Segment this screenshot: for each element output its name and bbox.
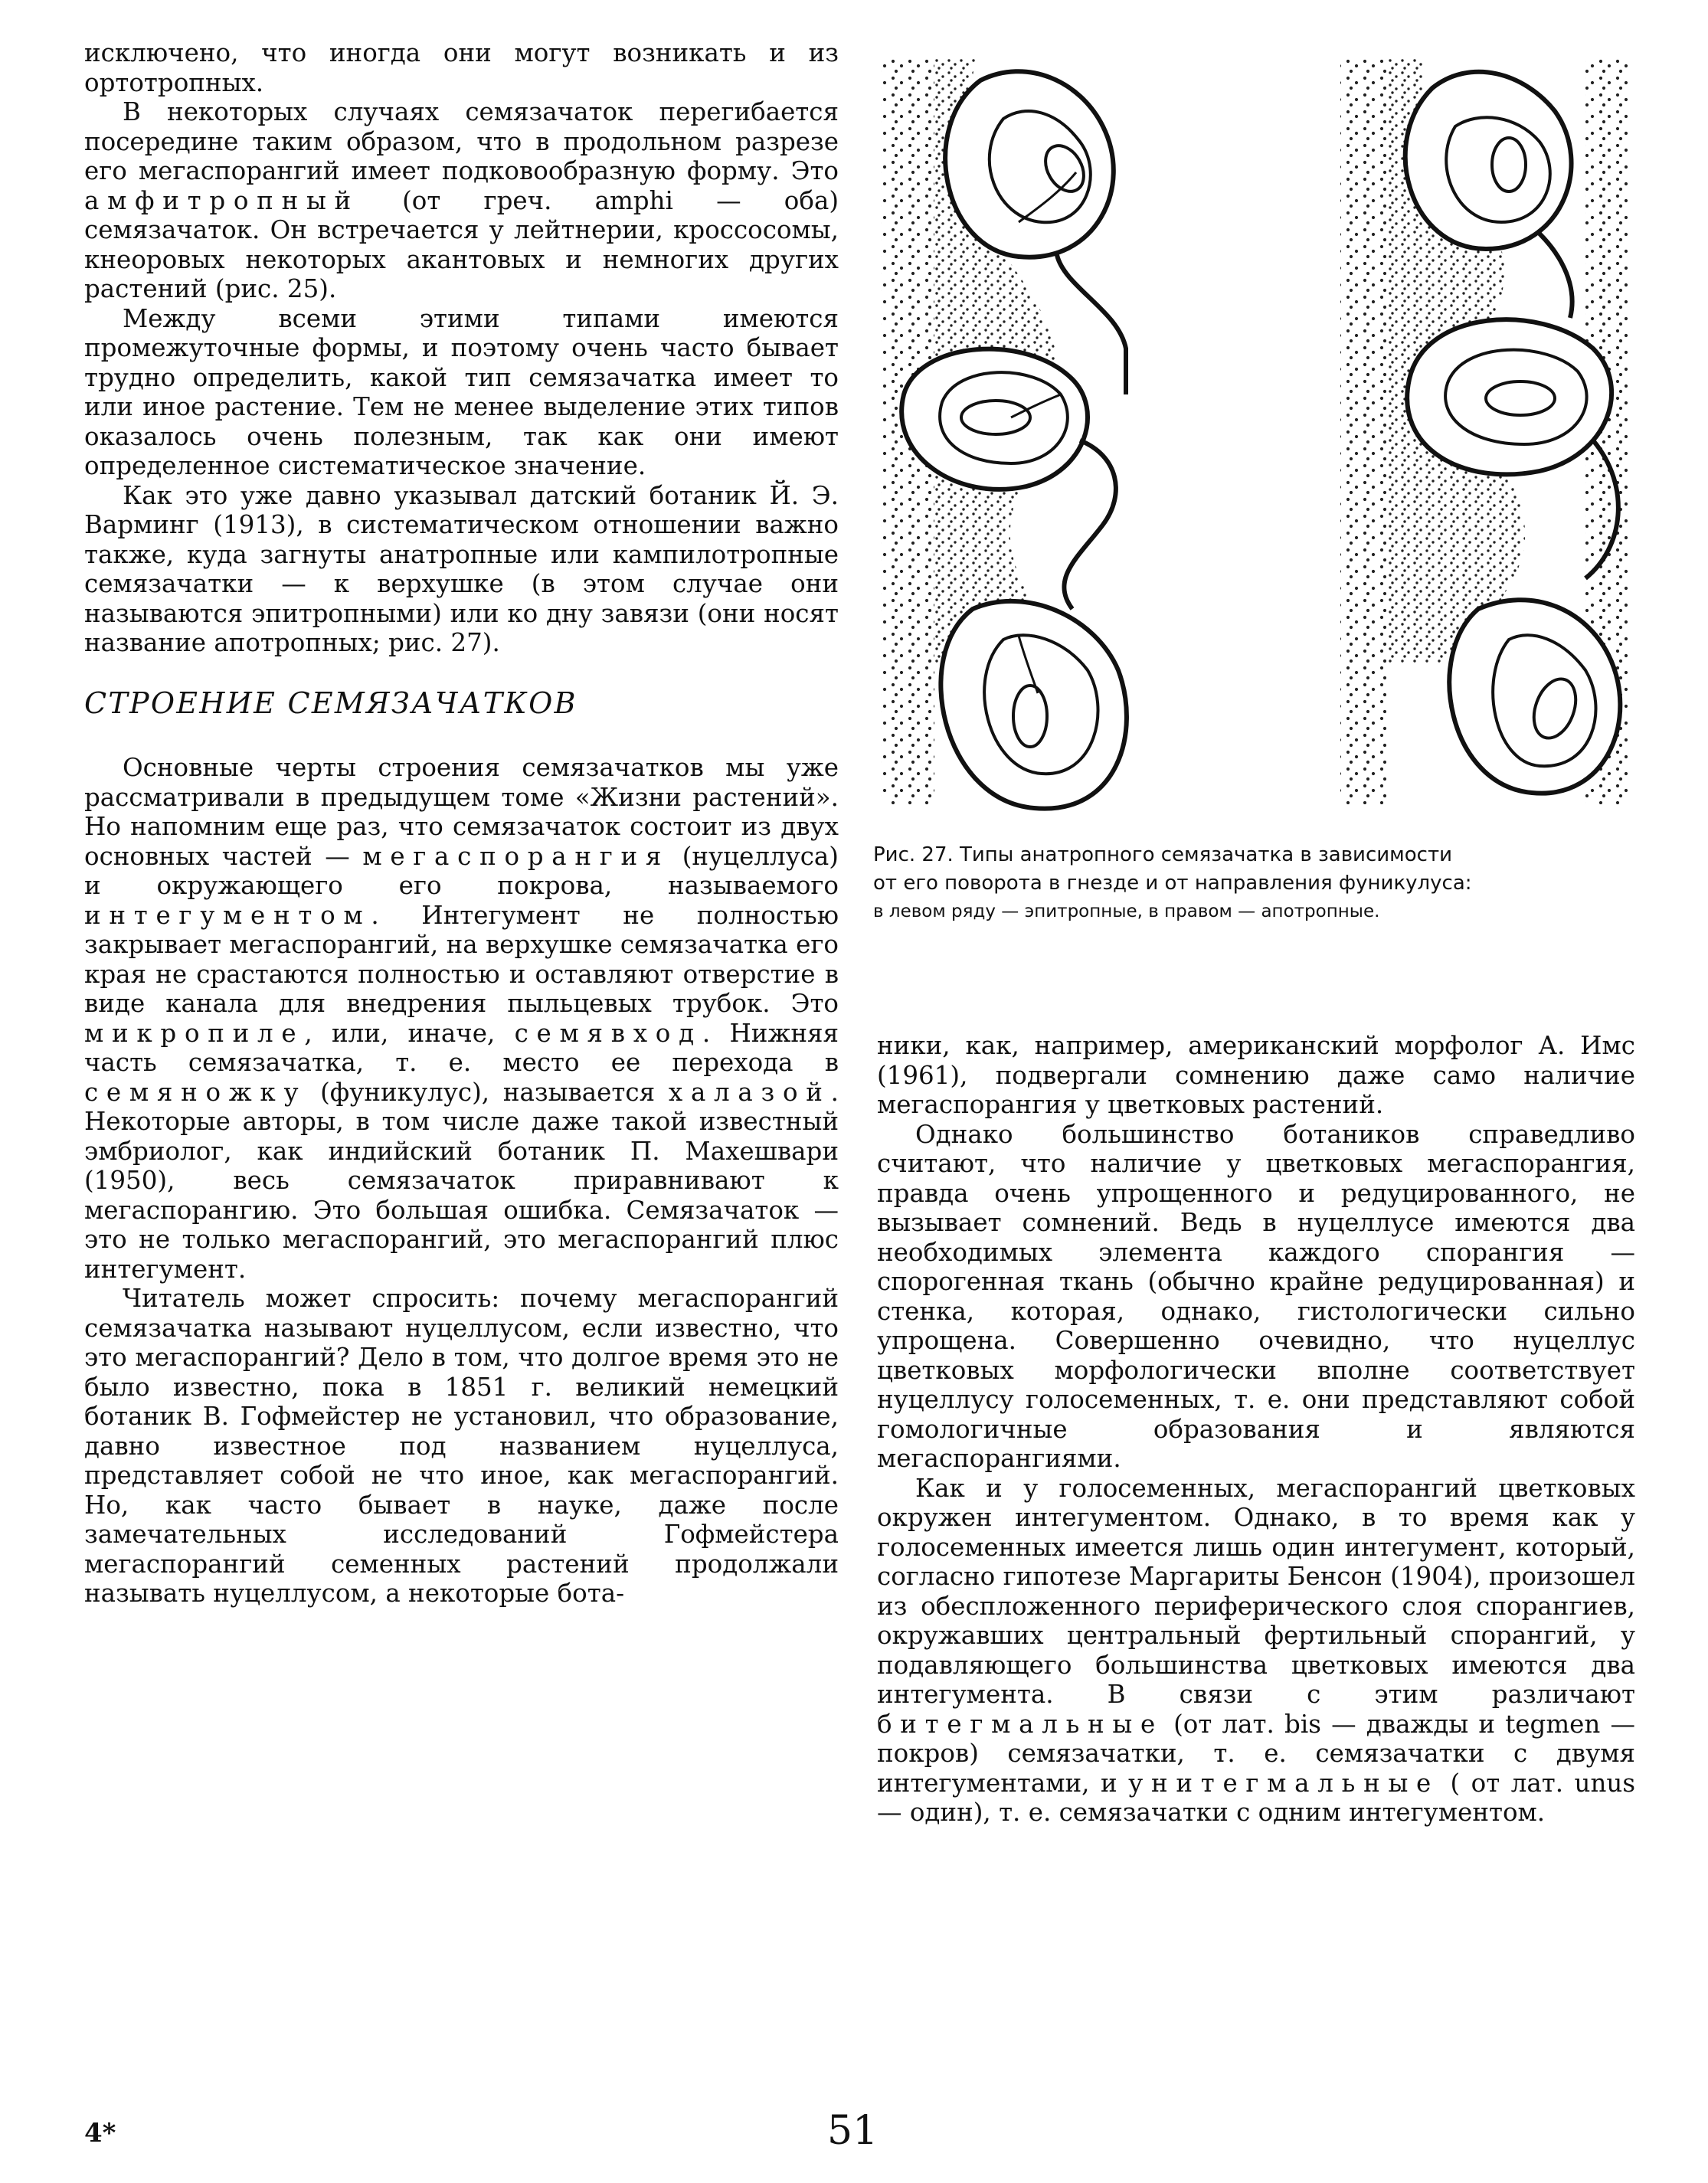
paragraph-amphitropous [84,97,839,304]
term-semyavkhod: семявход [514,1018,702,1048]
text-segment: (от греч. amphi — оба) семязачаток. Он встречается у лейтнерии, кроссосомы, кнеоровых некоторых акантовых и немногих других растений (рис. 25). [84,185,839,303]
text-segment: (нуцеллуса) и окружающего его покрова, называемого [84,841,839,900]
ovule-1 [945,71,1114,257]
page-number: 51 [827,2108,879,2154]
paragraph-warming: Как это уже давно указывал датский ботаник Й. Э. Варминг (1913), в систематическом отношении важно также, куда загнуты анатропные или кампилотропные семязачатки — к верхушке (в этом случае они называются эпитропными) или ко дну завязи (они носят название апотропных; рис. 27). [84,480,839,657]
ovule-outline [1405,72,1572,249]
term-amphitropous: амфитропный [84,185,359,215]
text-segment: . Некоторые авторы, в том числе даже такой известный эмбриолог, как индийский ботаник П. Махешвари (1950), весь семязачаток приравнивают к мегаспорангию. Это большая ошибка. Семязачаток — это не только мегаспорангий, это мегаспорангий плюс интегумент. [84,1077,839,1284]
paragraph-continuation: ники, как, например, американский морфолог А. Имс (1961), подвергали сомнению даже само наличие мегаспорангия у цветковых растений. [877,1031,1635,1119]
ovule-outline [1407,319,1611,474]
term-micropyle: микропиле [84,1018,305,1048]
term-integument: интегументом [84,900,371,930]
figure-caption [873,841,1635,926]
funiculus [1539,234,1572,318]
text-segment: ( от лат. unus — один), т. е. семязачатки с одним интегументом. [877,1768,1636,1827]
caption-line: от его поворота в гнезде и от направления фуникулуса: [873,872,1472,895]
left-column [84,38,839,1609]
paragraph-reader-question: Читатель может спросить: почему мегаспорангий семязачатка называют нуцеллусом, если известно, что это мегаспорангий? Дело в том, что долгое время это не было известно, пока в 1851 г. великий немецкий ботаник В. Гофмейстер не установил, что образование, давно известное под названием нуцеллуса, представляет собой не что иное, как мегаспорангий. Но, как часто бывает в науке, даже после замечательных исследований Гофмейстера мегаспорангий семенных растений продолжали называть нуцеллусом, а некоторые бота- [84,1284,839,1608]
section-heading: СТРОЕНИЕ СЕМЯЗАЧАТКОВ [84,686,578,720]
paragraph-intermediate-forms: Между всеми этими типами имеются промежуточные формы, и поэтому очень часто бывает трудно определить, какой тип семязачатка имеет то или иное растение. Тем не менее выделение этих типов оказалось очень полезным, так как они имеют определенное систематическое значение. [84,303,839,480]
caption-line: Рис. 27. Типы анатропного семязачатка в зависимости [873,843,1453,866]
term-bitegmic: битегмальные [877,1709,1163,1739]
paragraph-most-botanists: Однако большинство ботаников справедливо считают, что наличие у цветковых мегаспорангия, правда очень упрощенного и редуцированного, не вызывает сомнений. Ведь в нуцеллусе имеются два необходимых элемента каждого спорангия — спорогенная ткань (обычно крайне редуцированная) и стенка, которая, однако, гистологически сильно упрощена. Совершенно очевидно, что нуцеллус цветковых морфологически вполне соответствует нуцеллусу голосеменных, т. е. они представляют собой гомологичные образования и являются мегаспорангиями. [877,1119,1635,1473]
signature-mark: 4* [84,2118,116,2149]
text-segment: Основные черты строения семязачатков мы уже рассматривали в предыдущем томе «Жизни растений». Но напомним еще раз, что семязачаток состоит из двух основных частей — [84,753,839,871]
ovule-2 [901,349,1088,489]
right-column [877,1031,1635,1828]
text-segment: . Интегумент не полностью закрывает мегаспорангий, на верхушке семязачатка его края не срастаются полностью и оставляют отверстие в виде канала для внедрения пыльцевых трубок. Это [84,900,839,1018]
left-row-epitropous [881,57,1127,809]
caption-line: в левом ряду — эпитропные, в правом — апотропные. [873,902,1380,921]
right-row-apotropous [1340,57,1631,804]
text-segment: , или, иначе, [304,1018,515,1048]
figure-27-illustration [873,57,1639,816]
paragraph-continuation: исключено, что иногда они могут возникать и из ортотропных. [84,38,839,97]
term-megasporangium: мегаспорангия [362,841,670,871]
ovule-3 [941,601,1127,809]
text-segment: Как и у голосеменных, мегаспорангий цветковых окружен интегументом. Однако, в то время как у голосеменных имеется лишь один интегумент, который, согласно гипотезе Маргариты Бенсон (1904), произошел из обеспложенного периферического слоя спорангиев, окружавших центральный фертильный спорангий, у подавляющего большинства цветковых имеются два интегумента. В связи с этим различают [877,1473,1635,1709]
funiculus [1064,440,1116,609]
text-segment: . Нижняя часть семязачатка, т. е. место ее перехода в [84,1018,839,1077]
text-segment: (от лат. bis — дважды и tegmen — покров) семязачатки, т. е. семязачатки с двумя интегументами, и [877,1709,1635,1798]
ovule-outline [901,349,1088,489]
paragraph-ovule-structure [84,753,839,1284]
term-unitegmic: унитегмальные [1128,1768,1440,1798]
paragraph-integuments [877,1474,1635,1828]
text-segment: В некоторых случаях семязачаток перегибается посередине таким образом, что в продольном разрезе его мегаспорангий имеет подковообразную форму. Это [84,97,839,185]
term-funiculus: семяножку [84,1077,307,1107]
ovule-1 [1405,72,1572,249]
ovule-2 [1407,319,1611,474]
ovule-diagram [873,57,1639,816]
ovary-wall-stipple [1340,57,1386,804]
text-segment: (фуникулус), называется [306,1077,669,1107]
term-chalaza: халазой [668,1077,831,1107]
